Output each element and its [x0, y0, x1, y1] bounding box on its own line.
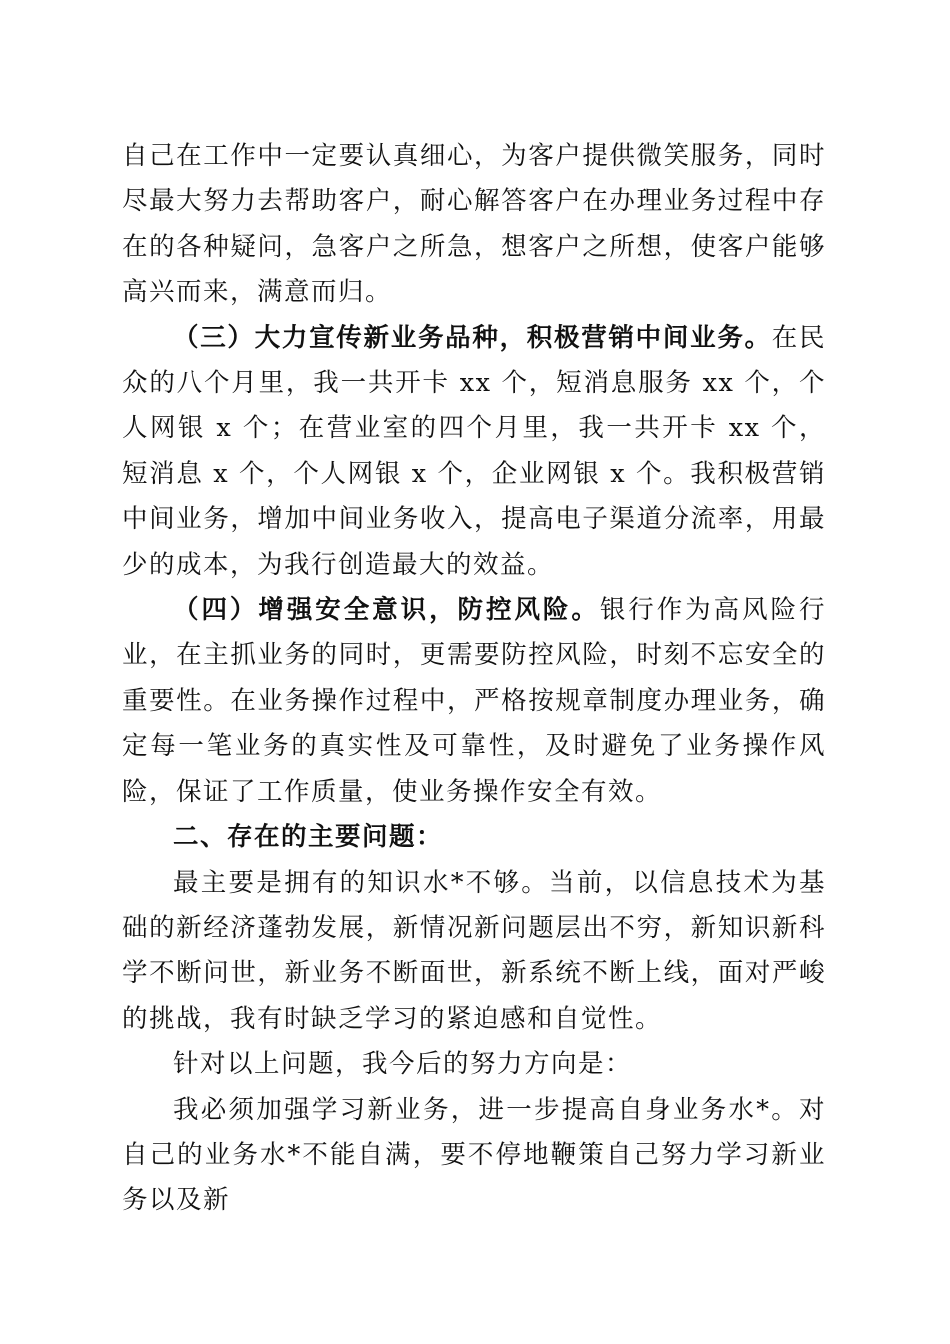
paragraph-text: 最主要是拥有的知识水*不够。当前，以信息技术为基础的新经济蓬勃发展，新情况新问题层出不穷，新知识新科学不断问世，新业务不断面世，新系统不断上线，面对严峻的挑战，我有时缺乏学习的紧迫感和自觉性。	[122, 867, 826, 1034]
paragraph-text: 在民众的八个月里，我一共开卡 xx 个，短消息服务 xx 个，个人网银 x 个；在营业室的四个月里，我一共开卡 xx 个，短消息 x 个，个人网银 x 个，企业网银 x 个。我积极营销中间业务，增加中间业务收入，提高电子渠道分流率，用最少的成本，为我行创造最大的效益。	[122, 322, 826, 580]
paragraph-section-three	[122, 316, 826, 588]
paragraph-section-four	[122, 588, 826, 815]
section-heading-four: （四）增强安全意识，防控风险。	[173, 595, 600, 626]
paragraph-study-plan	[122, 1088, 826, 1224]
paragraph-customer-service	[122, 134, 826, 316]
section-heading-problems: 二、存在的主要问题：	[173, 822, 444, 853]
paragraph-text: 我必须加强学习新业务，进一步提高自身业务水*。对自己的业务水*不能自满，要不停地鞭策自己努力学习新业务以及新	[122, 1094, 826, 1216]
paragraph-direction-intro	[122, 1042, 826, 1087]
paragraph-text: 针对以上问题，我今后的努力方向是：	[173, 1049, 633, 1080]
paragraph-text: 自己在工作中一定要认真细心，为客户提供微笑服务，同时尽最大努力去帮助客户，耐心解答客户在办理业务过程中存在的各种疑问，急客户之所急，想客户之所想，使客户能够高兴而来，满意而归。	[122, 141, 826, 308]
section-heading-three: （三）大力宣传新业务品种，积极营销中间业务。	[173, 322, 772, 353]
document-page	[122, 134, 826, 1224]
paragraph-main-problem	[122, 861, 826, 1043]
paragraph-text: 银行作为高风险行业，在主抓业务的同时，更需要防控风险，时刻不忘安全的重要性。在业务操作过程中，严格按规章制度办理业务，确定每一笔业务的真实性及可靠性，及时避免了业务操作风险，保证了工作质量，使业务操作安全有效。	[122, 595, 826, 807]
